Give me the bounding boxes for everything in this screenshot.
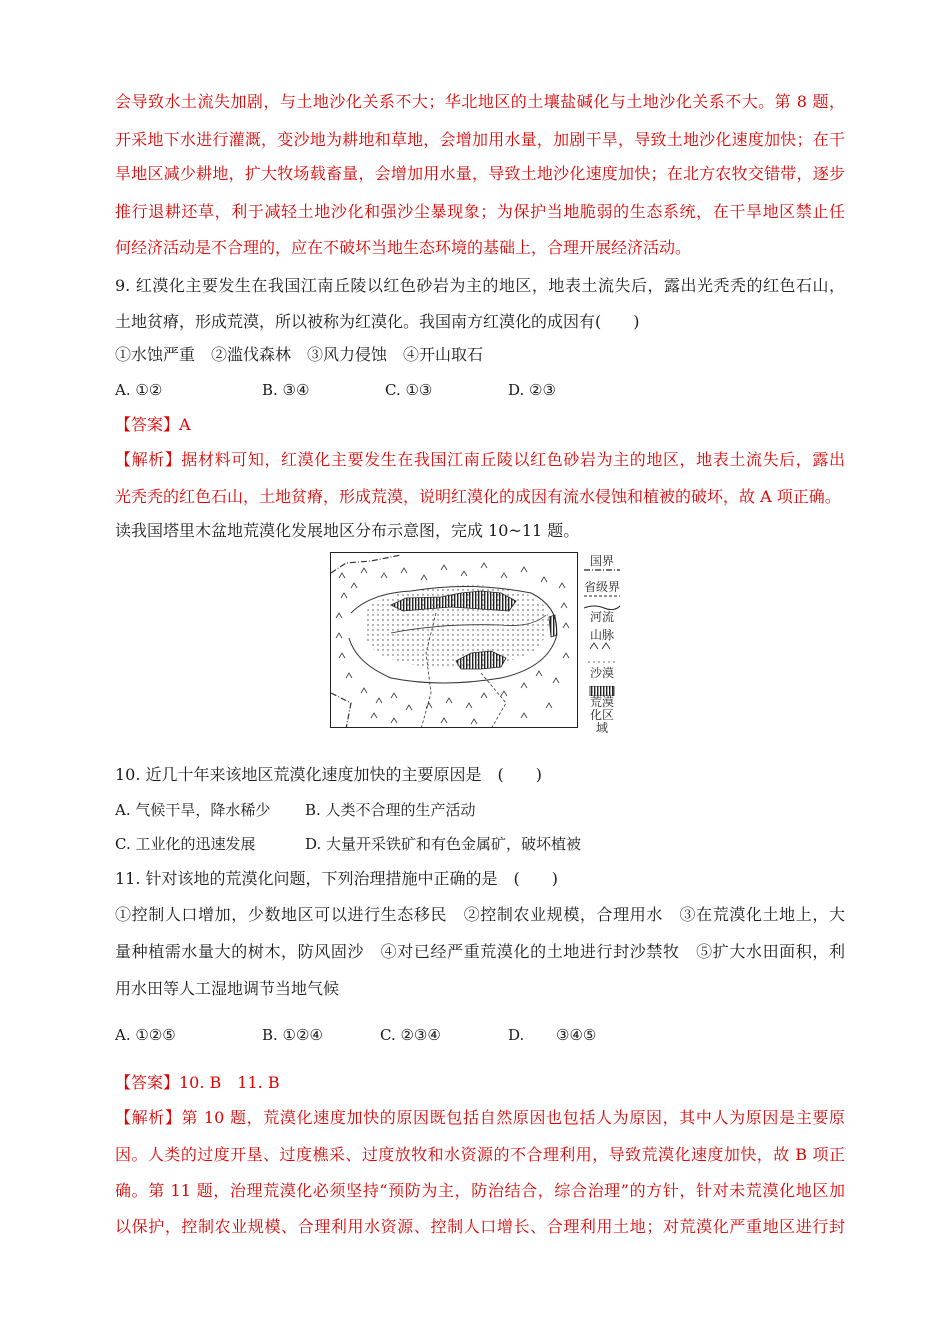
question-10-stem: 10. 近几十年来该地区荒漠化速度加快的主要原因是 ( ) — [115, 765, 543, 784]
option-b: B. ①②④ — [262, 1026, 323, 1044]
analysis-line: 推行退耕还草，利于减轻土地沙化和强沙尘暴现象；为保护当地脆弱的生态系统，在干旱地区禁止任 — [115, 202, 845, 221]
answer-9: 【答案】A — [115, 415, 191, 434]
question-11-stem: 11. 针对该地的荒漠化问题，下列治理措施中正确的是 ( ) — [115, 869, 559, 888]
map-drawing — [331, 553, 578, 728]
tarim-basin-map-figure — [330, 552, 622, 735]
option-c: C. ②③④ — [380, 1026, 441, 1044]
option-c: C. ①③ — [385, 381, 433, 399]
map-intro: 读我国塔里木盆地荒漠化发展地区分布示意图，完成 10~11 题。 — [115, 521, 580, 540]
option-a: A. ①② — [115, 381, 163, 399]
option-a: A. 气候干旱，降水稀少 — [115, 801, 271, 819]
option-b: B. ③④ — [262, 381, 310, 399]
legend-desert: 沙漠 — [580, 660, 624, 680]
question-11-items: 量种植需水量大的树木，防风固沙 ④对已经严重荒漠化的土地进行封沙禁牧 ⑤扩大水田面积，利 — [115, 942, 845, 961]
analysis-line: 开采地下水进行灌溉，变沙地为耕地和草地，会增加用水量，加剧干旱，导致土地沙化速度加快；在干 — [115, 130, 845, 149]
analysis-9: 【解析】据材料可知，红漠化主要发生在我国江南丘陵以红色砂岩为主的地区，地表土流失后，露出 — [115, 450, 845, 469]
analysis-10-11: 【解析】第 10 题，荒漠化速度加快的原因既包括自然原因也包括人为原因，其中人为原因是主要原 — [115, 1108, 845, 1127]
option-d: D. — [508, 1026, 525, 1044]
option-c: C. 工业化的迅速发展 — [115, 835, 256, 853]
analysis-line: 旱地区减少耕地，扩大牧场载畜量，会增加用水量，导致土地沙化速度加快；在北方农牧交错带，逐步 — [115, 164, 845, 183]
option-b: B. 人类不合理的生产活动 — [305, 801, 476, 819]
analysis-10-11: 以保护，控制农业规模、合理利用水资源、控制人口增长、合理利用土地；对荒漠化严重地区进行封 — [115, 1217, 845, 1236]
answer-10-11: 【答案】10. B 11. B — [115, 1073, 280, 1092]
option-a: A. ①②⑤ — [115, 1026, 176, 1044]
question-11-items: ①控制人口增加，少数地区可以进行生态移民 ②控制农业规模，合理用水 ③在荒漠化土地上，大 — [115, 905, 845, 924]
analysis-line: 会导致水土流失加剧，与土地沙化关系不大；华北地区的土壤盐碱化与土地沙化关系不大。第 8 题， — [115, 92, 845, 111]
map-legend — [580, 552, 624, 735]
legend-river: 河流 — [580, 604, 624, 624]
national-boundary — [331, 693, 351, 728]
question-9-stem: 土地贫瘠，形成荒漠，所以被称为红漠化。我国南方红漠化的成因有( ) — [115, 312, 640, 331]
option-d: D. ②③ — [508, 381, 556, 399]
desertification-area-east — [549, 615, 557, 637]
analysis-10-11: 确。第 11 题，治理荒漠化必须坚持“预防为主，防治结合，综合治理”的方针，针对未荒漠化地区加 — [115, 1181, 845, 1200]
question-9-items: ①水蚀严重 ②滥伐森林 ③风力侵蚀 ④开山取石 — [115, 345, 484, 364]
legend-desertification: 荒漠化区域 — [580, 686, 624, 735]
option-d: D. 大量开采铁矿和有色金属矿，破坏植被 — [305, 835, 582, 853]
question-11-items: 用水田等人工湿地调节当地气候 — [115, 979, 340, 998]
option-d-value: ③④⑤ — [556, 1026, 597, 1044]
legend-mountain: 山脉 — [580, 628, 624, 650]
question-9-stem: 9. 红漠化主要发生在我国江南丘陵以红色砂岩为主的地区，地表土流失后，露出光秃秃的红色石山， — [115, 276, 845, 295]
analysis-line: 何经济活动是不合理的，应在不破坏当地生态环境的基础上，合理开展经济活动。 — [115, 238, 692, 257]
legend-province-boundary: 省级界 — [583, 580, 620, 594]
legend-national-boundary: 国界 — [589, 554, 614, 568]
analysis-9: 光秃秃的红色石山，土地贫瘠，形成荒漠，说明红漠化的成因有流水侵蚀和植被的破坏，故 A 项正确。 — [115, 487, 841, 506]
tarim-basin-map — [330, 552, 578, 728]
analysis-10-11: 因。人类的过度开垦、过度樵采、过度放牧和水资源的不合理利用，导致荒漠化速度加快，故 B 项正 — [115, 1145, 845, 1164]
